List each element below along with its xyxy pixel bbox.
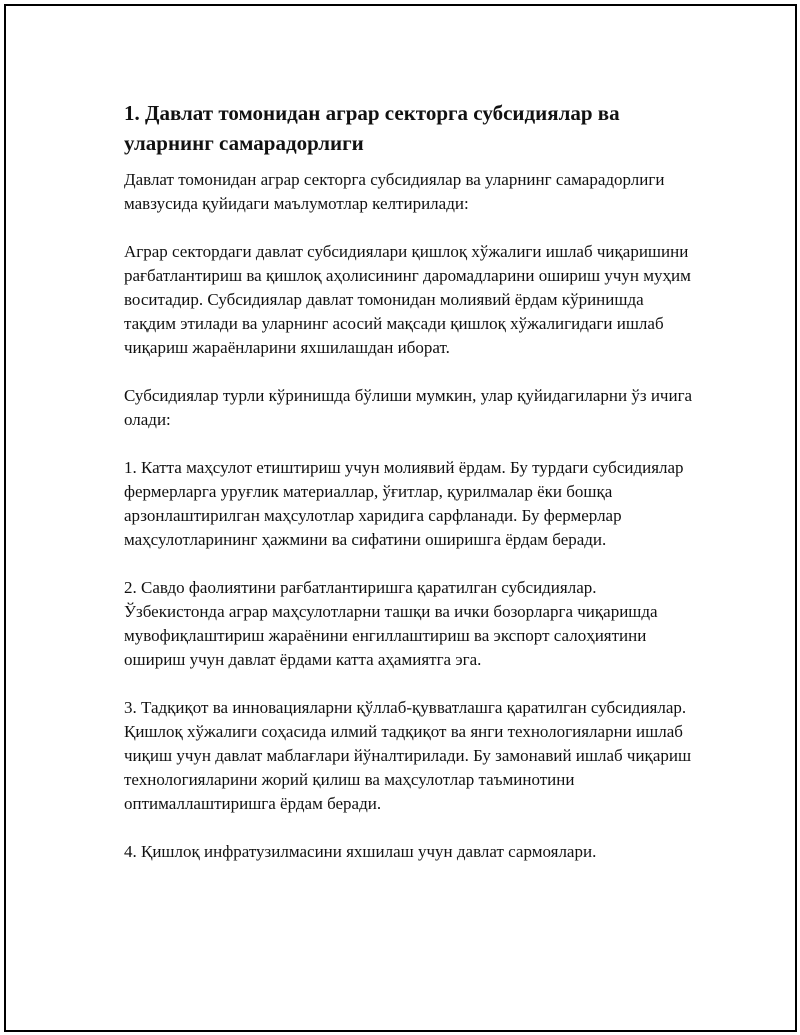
page-frame: [4, 4, 797, 1032]
document-body: [124, 98, 696, 888]
document-title: 1. Давлат томонидан аграр секторга субсидиялар ва уларнинг самарадорлиги: [124, 101, 620, 155]
list-item-paragraph: 4. Қишлоқ инфратузилмасини яхшилаш учун давлат сармоялари.: [124, 842, 597, 861]
body-paragraph: Аграр сектордаги давлат субсидиялари қишлоқ хўжалиги ишлаб чиқаришини рағбатлантириш ва қишлоқ аҳолисининг даромадларини ошириш учун муҳим воситадир. Субсидиялар давлат томонидан молиявий ёрдам кўринишда тақдим этилади ва уларнинг асосий мақсади қишлоқ хўжалигидаги ишлаб чиқариш жараёнларини яхшилашдан иборат.: [124, 242, 691, 357]
body-paragraph: Субсидиялар турли кўринишда бўлиши мумкин, улар қуйидагиларни ўз ичига олади:: [124, 386, 693, 429]
list-item-paragraph: 1. Катта маҳсулот етиштириш учун молиявий ёрдам. Бу турдаги субсидиялар фермерларга уруғлик материаллар, ўғитлар, қурилмалар ёки бошқа арзонлаштирилган маҳсулотлар харидига сарфланади. Бу фермерлар маҳсулотларининг ҳажмини ва сифатини оширишга ёрдам беради.: [124, 458, 684, 549]
list-item-paragraph: 2. Савдо фаолиятини рағбатлантиришга қаратилган субсидиялар. Ўзбекистонда аграр маҳсулотларни ташқи ва ички бозорларга чиқаришда мувофиқлаштириш жараёнини енгиллаштириш ва экспорт салоҳиятини ошириш учун давлат ёрдами катта аҳамиятга эга.: [124, 578, 658, 669]
list-item-paragraph: 3. Тадқиқот ва инновацияларни қўллаб-қувватлашга қаратилган субсидиялар. Қишлоқ хўжалиги соҳасида илмий тадқиқот ва янги технологияларни ишлаб чиқиш учун давлат маблағлари йўналтирилади. Бу замонавий ишлаб чиқариш технологияларини жорий қилиш ва маҳсулотлар таъминотини оптималлаштиришга ёрдам беради.: [124, 698, 692, 813]
intro-paragraph: Давлат томонидан аграр секторга субсидиялар ва уларнинг самарадорлиги мавзусида қуйидаги маълумотлар келтирилади:: [124, 170, 665, 213]
